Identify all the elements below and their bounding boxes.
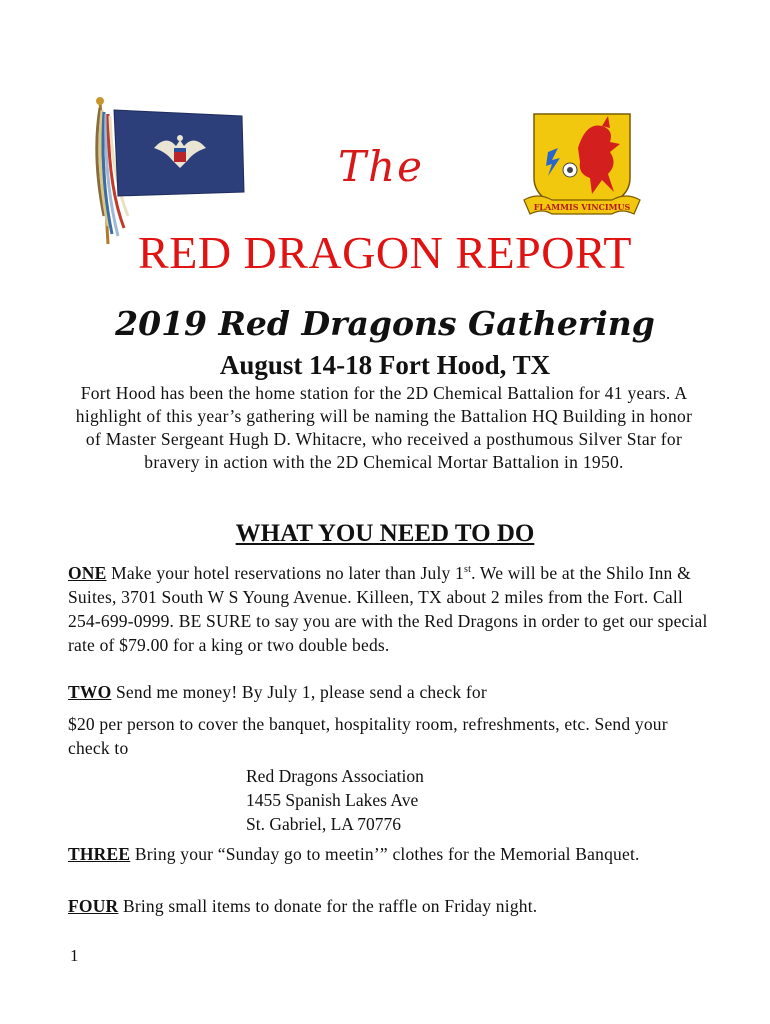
svg-text:.: . <box>214 180 216 186</box>
battalion-flag-image <box>78 96 248 246</box>
event-title: 2019 Red Dragons Gathering <box>115 304 655 343</box>
step-three-paragraph <box>68 842 708 866</box>
address-line-3: St. Gabriel, LA 70776 <box>246 814 402 834</box>
step-three-label: THREE <box>68 844 131 864</box>
event-dates: August 14-18 Fort Hood, TX <box>219 350 551 380</box>
step-two-text-a: Send me money! By July 1, please send a check for <box>111 682 487 702</box>
page-number: 1 <box>70 946 79 965</box>
step-one-text-a: Make your hotel reservations no later than July 1 <box>106 562 465 583</box>
step-four-label: FOUR <box>68 896 119 916</box>
red-dragon-crest-image <box>518 108 646 226</box>
step-four-paragraph <box>68 894 708 918</box>
report-title-prefix: The <box>338 142 424 191</box>
crest-motto: FLAMMIS VINCIMUS <box>533 202 631 212</box>
address-line-2: 1455 Spanish Lakes Ave <box>246 790 419 810</box>
step-one-label: ONE <box>68 562 107 583</box>
mailing-address <box>246 764 424 836</box>
step-one-sup: st <box>464 564 472 575</box>
step-two-continuation: $20 per person to cover the banquet, hospitality room, refreshments, etc. Send your check to <box>68 714 668 758</box>
step-one-text-b: . We will be at the Shilo Inn & Suites, 3701 South W S Young Avenue. Killeen, TX about 2 miles from the Fort. Call 254-699-0999. BE SURE to say you are with the Red Dragons in order to get our special rate of $79.00 for a king or two double beds. <box>68 562 708 655</box>
step-two-paragraph <box>68 680 708 704</box>
step-two-label: TWO <box>68 682 112 702</box>
report-title: RED DRAGON REPORT <box>138 227 632 278</box>
step-one-paragraph <box>68 558 708 657</box>
step-four-text: Bring small items to donate for the raffle on Friday night. <box>118 896 538 916</box>
todo-heading: WHAT YOU NEED TO DO <box>235 520 535 547</box>
address-line-1: Red Dragons Association <box>246 766 424 786</box>
intro-paragraph: Fort Hood has been the home station for the 2D Chemical Battalion for 41 years. A highlight of this year’s gathering will be naming the Battalion HQ Building in honor of Master Sergeant Hugh D. Whitacre, who received a posthumous Silver Star for bravery in action with the 2D Chemical Mortar Battalion in 1950. <box>75 383 693 472</box>
step-three-text: Bring your “Sunday go to meetin’” clothes for the Memorial Banquet. <box>130 844 640 864</box>
